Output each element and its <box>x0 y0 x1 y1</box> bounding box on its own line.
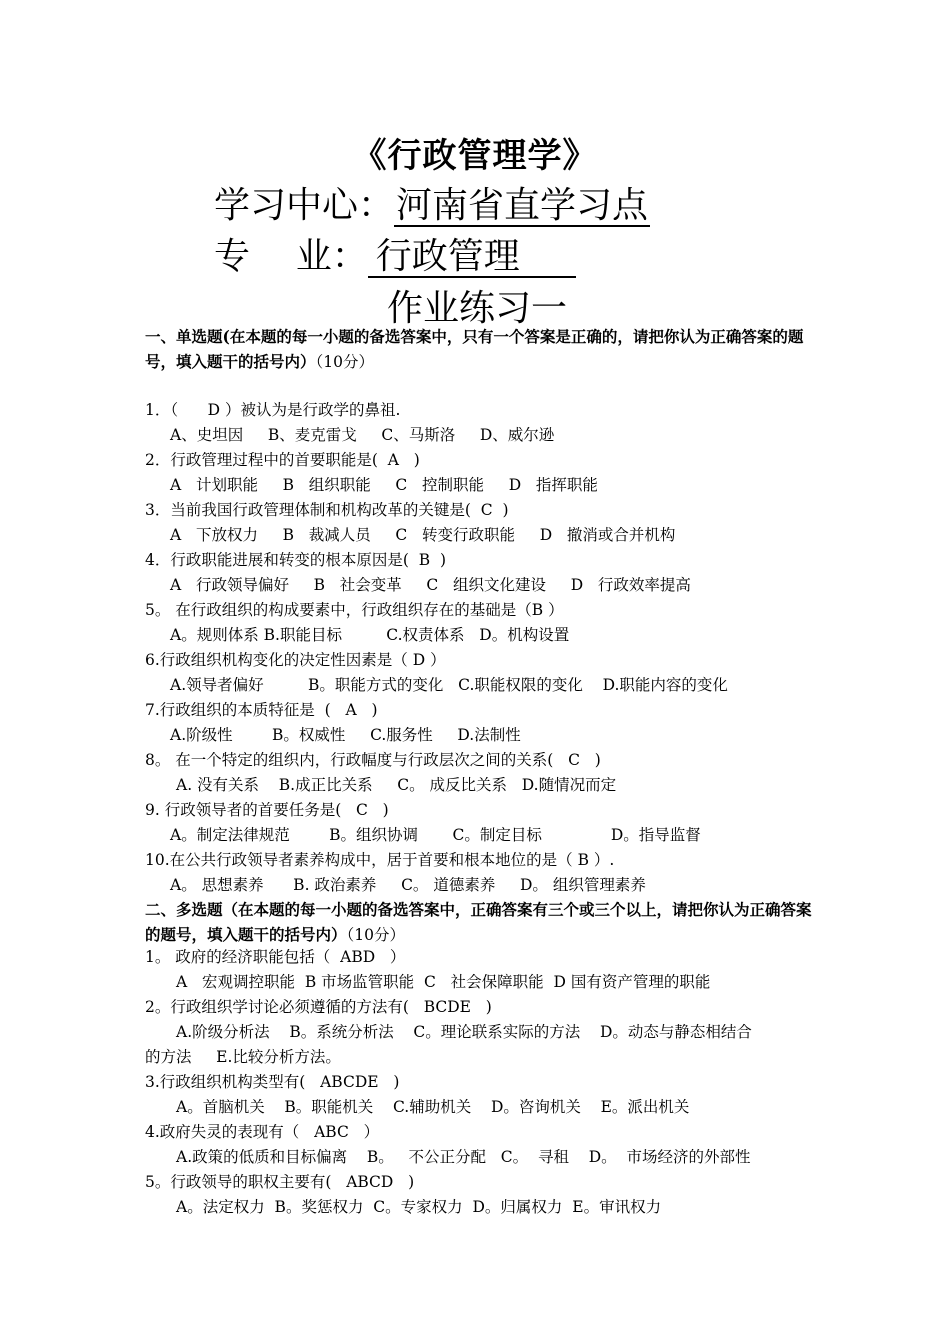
section1-options: A. 没有关系 B.成正比关系 C。 成反比关系 D.随情况而定 <box>176 776 617 794</box>
section1-question: 8。 在一个特定的组织内，行政幅度与行政层次之间的关系( C ) <box>145 751 601 769</box>
section1-options: A 计划职能 B 组织职能 C 控制职能 D 指挥职能 <box>170 476 598 494</box>
section1-options: A。制定法律规范 B。组织协调 C。制定目标 D。指导监督 <box>170 826 701 844</box>
section2-question: 5。行政领导的职权主要有( ABCD ) <box>145 1173 415 1191</box>
section2-options: A 宏观调控职能 B 市场监管职能 C 社会保障职能 D 国有资产管理的职能 <box>176 973 711 991</box>
study-center-label: 学习中心： <box>214 185 395 226</box>
section2-question: 3.行政组织机构类型有( ABCDE ) <box>145 1073 400 1091</box>
section1-options: A.阶级性 B。权威性 C.服务性 D.法制性 <box>170 726 521 744</box>
section1-question: 3．当前我国行政管理体制和机构改革的关键是( C ) <box>145 501 509 519</box>
section2-options: A。首脑机关 B。职能机关 C.辅助机关 D。咨询机关 E。派出机关 <box>176 1098 690 1116</box>
section1-question: 7.行政组织的本质特征是 ( A ) <box>145 701 378 719</box>
section1-question: 4．行政职能进展和转变的根本原因是( B ) <box>145 551 447 569</box>
section1-question: 1．（ D ）被认为是行政学的鼻祖. <box>145 401 401 419</box>
section1-question: 9. 行政领导者的首要任务是( C ) <box>145 801 389 819</box>
major-label: 专 业： <box>214 236 368 277</box>
section2-heading-text: 二、多选题（在本题的每一小题的备选答案中，正确答案有三个或三个以上，请把你认为正确答案的题号，填入题干的括号内） <box>145 900 812 944</box>
section1-question: 10.在公共行政领导者素养构成中，居于首要和根本地位的是（ B ）. <box>145 851 615 869</box>
study-center-value: 河南省直学习点 <box>396 185 649 226</box>
section1-options: A。 思想素养 B. 政治素养 C。 道德素养 D。 组织管理素养 <box>170 876 646 894</box>
section2-options: A.政策的低质和目标偏离 B。 不公正分配 C。 寻租 D。 市场经济的外部性 <box>176 1148 751 1166</box>
major-value: 行政管理 <box>368 238 576 278</box>
section1-options: A。规则体系 B.职能目标 C.权责体系 D。机构设置 <box>170 626 570 644</box>
section1-options: A 行政领导偏好 B 社会变革 C 组织文化建设 D 行政效率提高 <box>170 576 691 594</box>
section1-question: 6.行政组织机构变化的决定性因素是（ D ） <box>145 651 446 669</box>
section2-question: 1。 政府的经济职能包括（ ABD ） <box>145 948 406 966</box>
major-line <box>214 228 576 279</box>
section1-score: （10分） <box>315 353 374 371</box>
section1-heading <box>145 324 815 375</box>
section1-options: A、史坦因 B、麦克雷戈 C、马斯洛 D、威尔逊 <box>170 426 555 444</box>
section2-heading <box>145 897 815 948</box>
section1-question: 2．行政管理过程中的首要职能是( A ) <box>145 451 420 469</box>
section2-question: 2。行政组织学讨论必须遵循的方法有( BCDE ) <box>145 998 492 1016</box>
section2-score: （10分） <box>346 926 405 944</box>
section2-options: A。法定权力 B。奖惩权力 C。专家权力 D。归属权力 E。审讯权力 <box>176 1198 662 1216</box>
section1-heading-text: 一、单选题(在本题的每一小题的备选答案中，只有一个答案是正确的，请把你认为正确答案的题号，填入题干的括号内） <box>145 327 804 371</box>
section1-options: A 下放权力 B 裁减人员 C 转变行政职能 D 撤消或合并机构 <box>170 526 676 544</box>
section1-options: A.领导者偏好 B。职能方式的变化 C.职能权限的变化 D.职能内容的变化 <box>170 676 728 694</box>
exercise-title: 作业练习一 <box>387 288 568 329</box>
document-title: 《行政管理学》 <box>352 136 598 176</box>
section2-options: A.阶级分析法 B。系统分析法 C。理论联系实际的方法 D。动态与静态相结合 <box>176 1023 752 1041</box>
section2-option-continuation: 的方法 E.比较分析方法。 <box>145 1048 341 1066</box>
study-center-line <box>214 177 650 228</box>
section1-question: 5。 在行政组织的构成要素中，行政组织存在的基础是（B ） <box>145 601 564 619</box>
section2-question: 4.政府失灵的表现有（ ABC ） <box>145 1123 380 1141</box>
